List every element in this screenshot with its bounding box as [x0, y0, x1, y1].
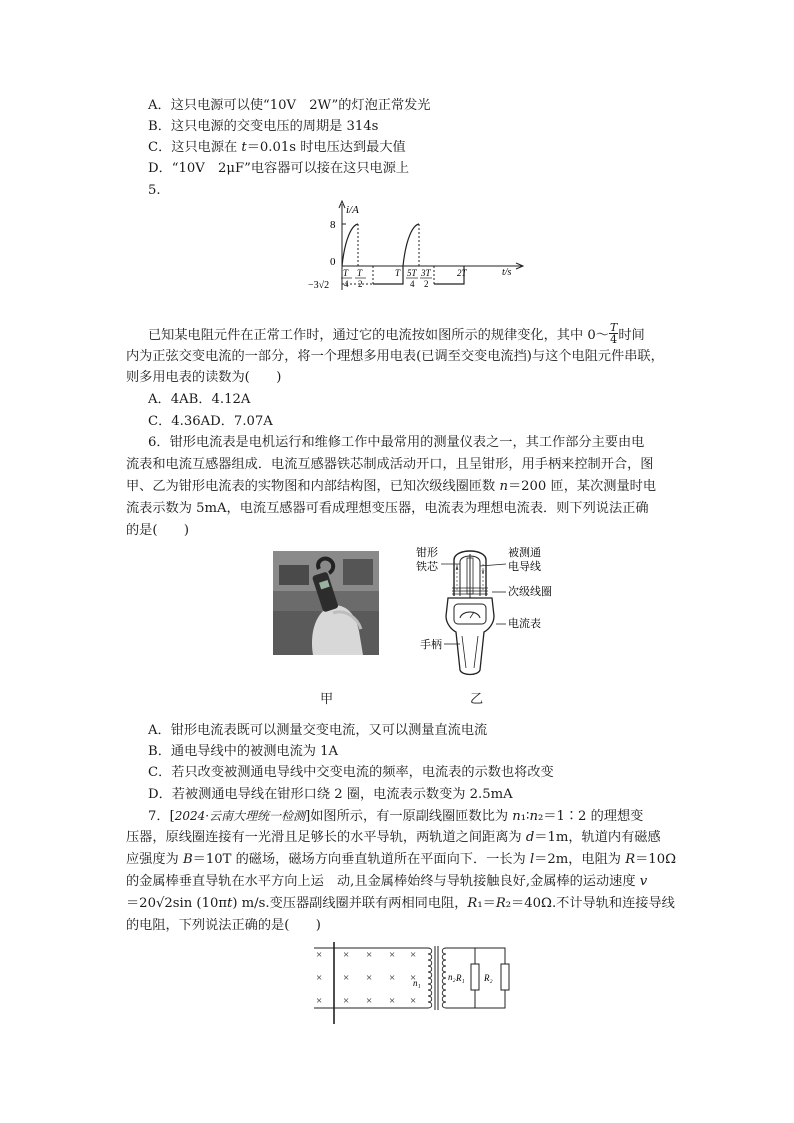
svg-text:×: × [343, 949, 350, 961]
fig-label-yi: 乙 [470, 692, 484, 707]
clamp-meter-structure [408, 540, 568, 680]
q7-l3-c: ＝10T 的磁场，磁场方向垂直轨道所在平面向下．一长为 [192, 852, 530, 867]
q7-l5-g: ₂＝40Ω.不计导轨和连接导线 [505, 896, 675, 911]
svg-text:×: × [316, 972, 323, 984]
label-wire-2: 电导线 [508, 561, 541, 573]
q4-option-c-pre: C．这只电源在 [148, 140, 242, 155]
q7-l2-b: d [525, 830, 535, 845]
q5-number: 5. [148, 183, 161, 198]
q5-stem-post: 时间 [618, 328, 645, 343]
q7-l3-d: l [529, 852, 535, 867]
q6-stem-line-3 [126, 478, 656, 496]
q7-l1-b: n [512, 809, 521, 824]
q7-l5-a: ＝20√2sin (10π [126, 896, 228, 911]
sine-segment-1 [342, 224, 358, 266]
q7-l4-b: v [639, 874, 648, 889]
svg-text:×: × [366, 995, 373, 1007]
n1-label: n₁ [413, 978, 421, 988]
q7-stem-line-1 [148, 807, 643, 826]
q6-option-c: C．若只改变被测通电导线中交变电流的频率，电流表的示数也将改变 [148, 765, 554, 780]
q7-l3-g: ＝10Ω [635, 852, 677, 867]
q7-stem-line-4 [126, 873, 647, 891]
tick-3T-over-2: 3T [421, 268, 431, 278]
tick-T-over-2: T [357, 268, 363, 278]
q7-stem-line-6: 的电阻，下列说法正确的是( ) [126, 918, 321, 933]
q7-l3-a: 应强度为 [126, 852, 183, 867]
clamp-meter-photo [273, 551, 379, 655]
svg-text:2: 2 [358, 279, 363, 289]
q7-l3-b: B [182, 852, 193, 867]
resistor-r2 [501, 964, 509, 990]
q6-stem-line-2: 流表和电流互感器组成．电流互感器铁芯制成活动开口，且呈钳形，用手柄来控制开合，图 [126, 457, 654, 472]
q5-stem-pre: 已知某电阻元件在正常工作时，通过它的电流按如图所示的规律变化，其中 0～ [148, 328, 609, 343]
q4-option-c-var: t [241, 140, 247, 155]
q4-option-b: B．这只电源的交变电压的周期是 314s [148, 119, 379, 134]
q7-l5-e: ₁＝ [477, 896, 496, 911]
q4-option-c [148, 139, 406, 157]
primary-coil [428, 948, 432, 1008]
q6-stem-pre: 甲、乙为钳形电流表的实物图和内部结构图，已知次级线圈匝数 [126, 479, 500, 494]
q7-l1-c: ₁∶ [520, 809, 530, 824]
tick-T: T [395, 268, 401, 278]
q7-l2-c: ＝1m，轨道内有磁感 [534, 830, 661, 845]
n2-label: n₂ [448, 972, 456, 982]
q7-l2-a: 压器，原线圈连接有一光滑且足够长的水平导轨，两轨道之间距离为 [126, 830, 526, 845]
q7-stem-line-5 [126, 895, 675, 913]
label-wire-1: 被测通 [508, 547, 541, 559]
q6-option-b: B．通电导线中的被测电流为 1A [148, 744, 339, 759]
q7-stem-line-2 [126, 829, 661, 847]
q7-l5-b: t [227, 896, 233, 911]
tick-5T-over-4: 5T [407, 268, 417, 278]
q7-transformer-circuit [310, 942, 515, 1028]
q7-l5-f: R [495, 896, 506, 911]
q6-stem-var: n [499, 479, 508, 494]
svg-text:×: × [366, 972, 373, 984]
secondary-coil [442, 948, 446, 1008]
q5-current-graph [300, 198, 530, 296]
origin-label: 0 [330, 256, 336, 268]
svg-text:×: × [316, 995, 323, 1007]
q5-stem-line-1 [148, 321, 645, 347]
q4-option-c-post: ＝0.01s 时电压达到最大值 [246, 140, 406, 155]
magnetic-field-crosses [316, 949, 416, 1007]
q5-frac-den: 4 [610, 333, 618, 346]
svg-text:×: × [366, 949, 373, 961]
svg-text:×: × [410, 972, 417, 984]
label-ammeter: 电流表 [508, 618, 541, 630]
q7-l4-a: 的金属棒垂直导轨在水平方向上运 动,且金属棒始终与导轨接触良好,金属棒的运动速度 [126, 874, 640, 889]
q4-option-a: A．这只电源可以使“10V 2W”的灯泡正常发光 [148, 98, 431, 113]
q5-fraction [609, 322, 618, 345]
label-iron-2: 铁芯 [416, 561, 438, 573]
y-min-label: −3√2 [308, 280, 330, 291]
y-max-label: 8 [330, 219, 336, 231]
svg-text:2: 2 [424, 279, 429, 289]
svg-text:×: × [389, 995, 396, 1007]
r2-label: R₂ [484, 973, 493, 983]
q5-options-row-2: C．4.36AD．7.07A [148, 414, 273, 429]
svg-text:4: 4 [410, 279, 415, 289]
q7-l5-d: R [467, 896, 478, 911]
q6-stem-line-5: 的是( ) [126, 523, 190, 538]
q7-number: 7．[ [148, 809, 175, 824]
q6-option-a: A．钳形电流表既可以测量交变电流，又可以测量直流电流 [148, 723, 488, 738]
q6-option-d: D．若被测通电导线在钳形口绕 2 圈，电流表示数变为 2.5mA [148, 787, 513, 802]
q7-stem-line-3 [126, 851, 676, 869]
q5-frac-num: T [609, 321, 618, 334]
q7-l1-d: n [529, 809, 538, 824]
svg-text:×: × [316, 949, 323, 961]
label-iron-1: 钳形 [416, 547, 438, 559]
q7-l1-e: ₂＝1∶2 的理想变 [537, 809, 644, 824]
q6-stem-line-1: 6．钳形电流表是电机运行和维修工作中最常用的测量仪表之一，其工作部分主要由电 [148, 435, 645, 450]
q7-l3-e: ＝2m，电阻为 [534, 852, 626, 867]
y-axis-label: i/A [346, 204, 359, 216]
label-handle: 手柄 [420, 639, 442, 651]
q7-l1-a: ]如图所示，有一原副线圈匝数比为 [305, 809, 513, 824]
sine-segment-2 [403, 224, 419, 266]
svg-text:×: × [389, 949, 396, 961]
q7-l5-c: ) m/s.变压器副线圈并联有两相同电阻， [232, 896, 468, 911]
q5-stem-line-3: 则多用电表的读数为( ) [126, 370, 282, 385]
svg-text:×: × [410, 949, 417, 961]
q7-source: 2024·云南大理统一检测 [174, 809, 306, 823]
svg-text:×: × [389, 972, 396, 984]
r1-label: R₁ [456, 973, 465, 983]
resistor-r1 [471, 964, 479, 990]
q4-option-d: D．“10V 2μF”电容器可以接在这只电源上 [148, 161, 410, 176]
svg-text:4: 4 [344, 279, 349, 289]
q7-l3-f: R [625, 852, 636, 867]
q5-stem-line-2: 内为正弦交变电流的一部分，将一个理想多用电表(已调至交变电流挡)与这个电阻元件串联， [126, 349, 664, 364]
label-coil: 次级线圈 [508, 586, 552, 598]
svg-text:×: × [410, 995, 417, 1007]
tick-T-over-4: T [343, 268, 349, 278]
fig-label-jia: 甲 [320, 692, 334, 707]
x-axis-label: t/s [502, 267, 512, 278]
q6-stem-post: ＝200 匝，某次测量时电 [507, 479, 657, 494]
tick-2T: 2T [457, 268, 467, 278]
q5-options-row-1: A．4AB．4.12A [148, 392, 251, 407]
svg-text:×: × [343, 995, 350, 1007]
q6-stem-line-4: 流表示数为 5mA，电流互感器可看成理想变压器，电流表为理想电流表．则下列说法正确 [126, 501, 649, 516]
svg-text:×: × [343, 972, 350, 984]
